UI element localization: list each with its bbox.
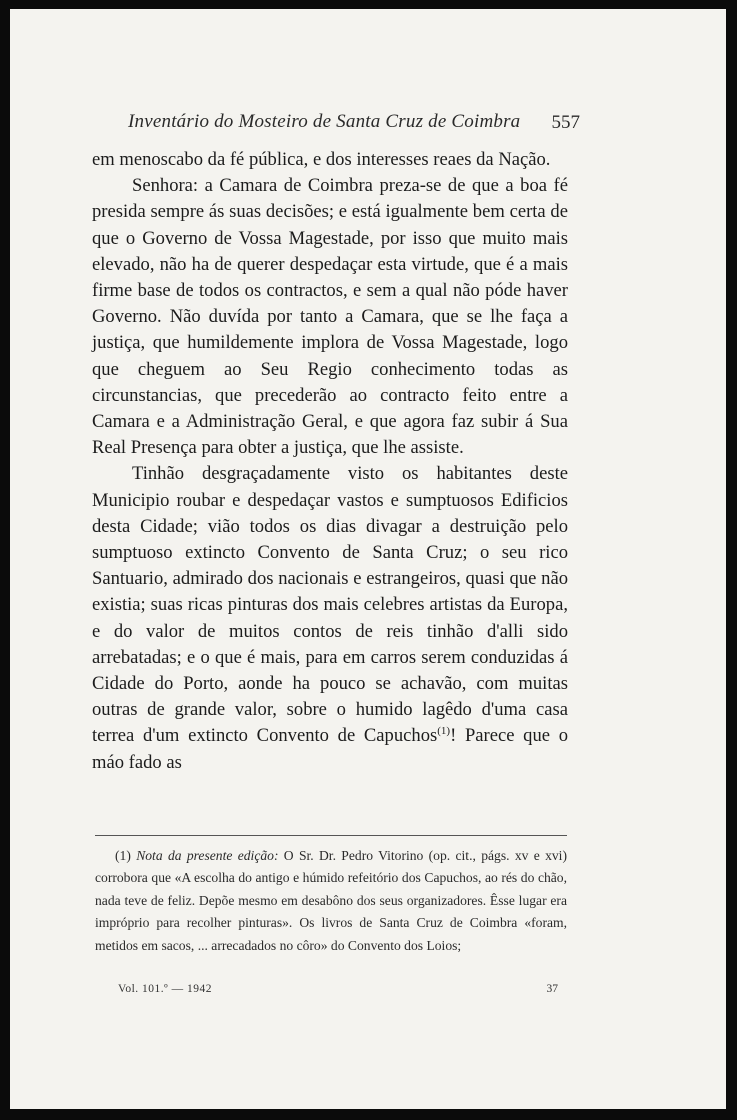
footnote-text: O Sr. Dr. Pedro Vitorino (op. cit., págs. xv e xvi) corrobora que «A escolha do antigo e húmido refeitório dos Capuchos, ao rés do chão, nada teve de feliz. Depõe mesmo em desabôno dos seus organizadores. Êsse lugar era impróprio para recolher pinturas». Os livros de Santa Cruz de Coimbra «foram, metidos em sacos, ... arrecadados no côro» do Convento dos Loios; [95, 848, 567, 953]
paragraph-3-continuation: ! Parece que o máo fado as [92, 725, 568, 773]
footnote-divider [95, 835, 567, 836]
running-title: Inventário do Mosteiro de Santa Cruz de Coimbra [128, 111, 521, 132]
footnote-label: Nota da presente edição: [136, 848, 279, 863]
book-page [10, 9, 726, 1109]
paragraph-3-text: Tinhão desgraçadamente visto os habitantes deste Municipio roubar e despedaçar vastos e sumptuosos Edificios desta Cidade; vião todos os dias divagar a destruição pelo sumptuoso extincto Convento de Santa Cruz; o seu rico Santuario, admirado dos nacionais e estrangeiros, quasi que não existia; suas ricas pinturas dos mais celebres artistas da Europa, e do valor de muitos contos de reis tinhão d'alli sido arrebatadas; e o que é mais, para em carros serem conduzidas á Cidade do Porto, aonde ha pouco se achavão, com muitas outras de grande valor, sobre o humido lagêdo d'uma casa terrea d'um extincto Convento de Capuchos [92, 463, 568, 747]
footnote-marker: (1) [115, 848, 131, 863]
volume-label: Vol. 101.º — 1942 [118, 983, 212, 995]
footnote-paragraph [95, 845, 567, 957]
paragraph-1: em menoscabo da fé pública, e dos interesses reaes da Nação. [92, 149, 551, 170]
body-text [92, 147, 568, 776]
footnote [95, 845, 567, 957]
paragraph-2: Senhora: a Camara de Coimbra preza-se de que a boa fé presida sempre ás suas decisões; e está igualmente bem certa de que o Governo de Vossa Magestade, por isso que muito mais elevado, não ha de querer despedaçar esta virtude, que é a mais firme base de todos os contractos, e sem a qual não póde haver Governo. Não duvída por tanto a Camara, que se lhe faça a justiça, que humildemente implora de Vossa Magestade, logo que cheguem ao Seu Regio conhecimento todas as circunstancias, que precederão ao contracto feito entre a Camara e a Administração Geral, e que agora faz subir á Sua Real Presença para obter a justiça, que lhe assiste. [92, 175, 568, 459]
page-number: 557 [551, 112, 580, 133]
page-header [118, 107, 580, 137]
paragraph-3 [92, 461, 568, 775]
page-footer [118, 983, 558, 1001]
signature-mark: 37 [546, 983, 558, 995]
footnote-reference[interactable]: (1) [437, 725, 451, 738]
